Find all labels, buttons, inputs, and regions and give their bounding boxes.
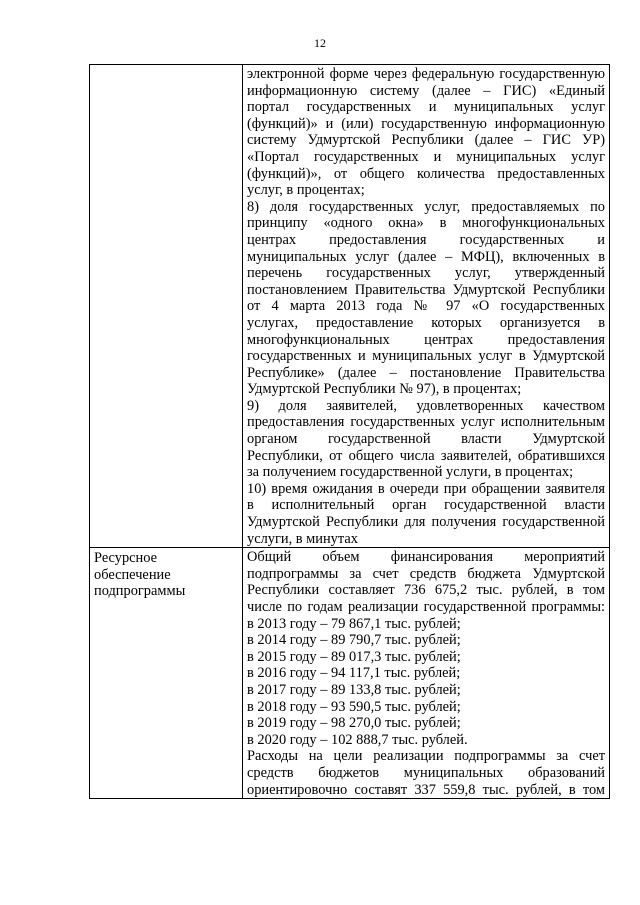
text-line: центрах предоставления государственных и	[247, 231, 605, 248]
text-line: органом государственной власти Удмуртской	[247, 431, 605, 448]
indicators-cell	[243, 65, 610, 548]
text-line: услуг, в процентах;	[247, 182, 365, 199]
resources-label-line: обеспечение	[94, 566, 171, 583]
resources-label-line: подпрограммы	[94, 583, 186, 600]
text-line: Расходы на цели реализации подпрограммы за счет	[247, 748, 605, 765]
page-number: 12	[314, 36, 326, 50]
year-funding-line: в 2019 году – 98 270,0 тыс. рублей;	[247, 715, 461, 732]
year-funding-line: в 2013 году – 79 867,1 тыс. рублей;	[247, 615, 461, 632]
text-line: электронной форме через федеральную государственную	[247, 66, 605, 82]
text-line: в исполнительный орган государственной власти	[247, 497, 605, 514]
year-funding-line: в 2018 году – 93 590,5 тыс. рублей;	[247, 698, 461, 715]
program-passport-table	[89, 64, 610, 799]
resources-label-line: Ресурсное	[94, 550, 157, 567]
table-row-indicators	[90, 65, 610, 548]
text-line: средств бюджетов муниципальных образований	[247, 764, 605, 781]
text-line: предоставления государственных услуг исполнительным	[247, 414, 605, 431]
text-line: услугах, предоставление которых организуется в	[247, 314, 605, 331]
text-line: Удмуртской Республики № 97), в процентах;	[247, 381, 522, 398]
text-line: информационную систему (далее – ГИС) «Единый	[247, 82, 605, 99]
text-line: государственных и муниципальных услуг в Удмуртской	[247, 348, 605, 365]
text-line: Общий объем финансирования мероприятий	[247, 549, 605, 566]
resources-cell	[243, 548, 610, 799]
text-line: от 4 марта 2013 года № 97 «О государственных	[247, 298, 605, 315]
text-line: Республике» (далее – постановление Правительства	[247, 364, 605, 381]
text-line: муниципальных услуг (далее – МФЦ), включенных в	[247, 248, 605, 265]
year-funding-line: в 2015 году – 89 017,3 тыс. рублей;	[247, 648, 461, 665]
text-line: 9) доля заявителей, удовлетворенных качеством	[247, 397, 605, 414]
text-line: (функций)», от общего количества предоставленных	[247, 165, 605, 182]
year-funding-line: в 2016 году – 94 117,1 тыс. рублей;	[247, 665, 461, 682]
year-funding-line: в 2020 году – 102 888,7 тыс. рублей.	[247, 731, 468, 748]
text-line: Удмуртской Республики для получения государственной	[247, 514, 605, 531]
text-line: Республики, от общего числа заявителей, обратившихся	[247, 447, 605, 464]
text-line: числе по годам реализации государственной программы:	[247, 599, 605, 615]
text-line: 8) доля государственных услуг, предоставляемых по	[247, 198, 605, 215]
text-line: систему Удмуртской Республики (далее – ГИС УР)	[247, 132, 605, 149]
text-line: многофункциональных центрах предоставления	[247, 331, 605, 348]
text-line: портал государственных и муниципальных услуг	[247, 99, 605, 116]
text-line: Республики составляет 736 675,2 тыс. рублей, в том	[247, 582, 605, 599]
row-label-empty	[90, 65, 243, 548]
text-line: услуги, в минутах	[247, 530, 358, 547]
text-line: «Портал государственных и муниципальных услуг	[247, 148, 605, 165]
text-line: перечень государственных услуг, утвержденный	[247, 265, 605, 282]
resources-label-cell	[90, 548, 243, 799]
text-line: за получением государственной услуги, в процентах;	[247, 464, 574, 481]
text-line: (функций)» и (или) государственную информационную	[247, 115, 605, 132]
text-line: 10) время ожидания в очереди при обращении заявителя	[247, 480, 605, 497]
text-line: принципу «одного окна» в многофункциональных	[247, 215, 605, 232]
year-funding-line: в 2017 году – 89 133,8 тыс. рублей;	[247, 681, 461, 698]
text-line: подпрограммы за счет средств бюджета Удмуртской	[247, 565, 605, 582]
text-line: ориентировочно составят 337 559,8 тыс. рублей, в том	[247, 781, 605, 798]
text-line: постановлением Правительства Удмуртской Республики	[247, 281, 605, 298]
year-funding-line: в 2014 году – 89 790,7 тыс. рублей;	[247, 632, 461, 649]
table-row-resources	[90, 548, 610, 799]
